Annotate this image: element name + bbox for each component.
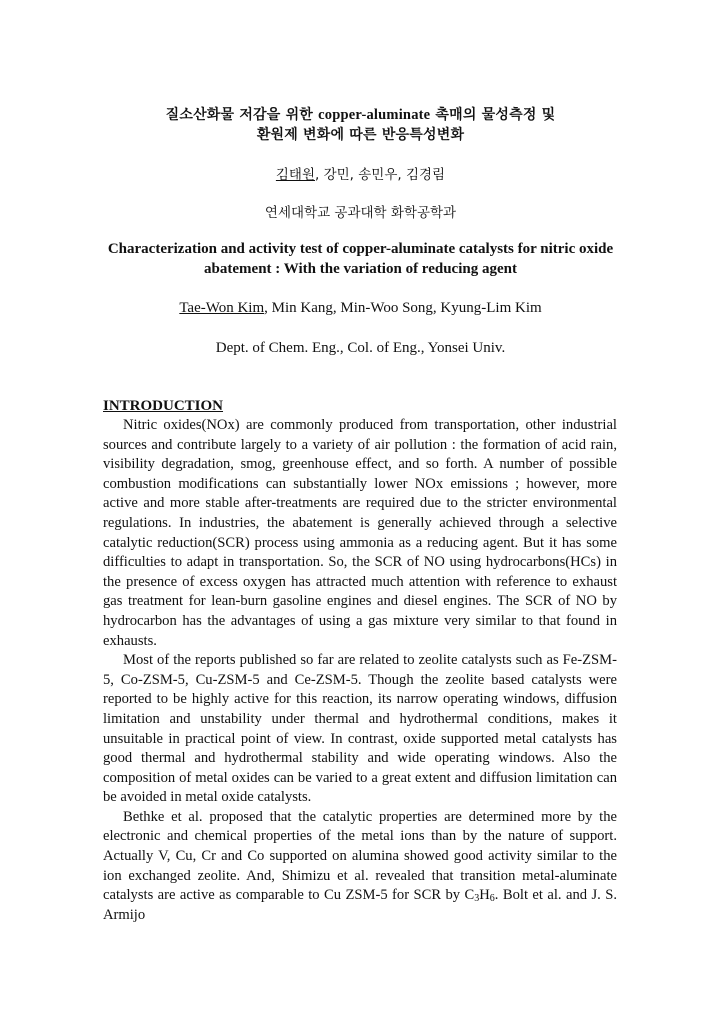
formula-subscript: 3: [474, 893, 480, 905]
paragraph-3: [103, 808, 617, 926]
introduction-heading: INTRODUCTION: [103, 398, 224, 414]
english-affiliation: Dept. of Chem. Eng., Col. of Eng., Yonsei Univ.: [215, 340, 506, 356]
formula-h: H: [479, 887, 490, 904]
korean-title-part: 촉매의 물성측정 및: [430, 107, 556, 123]
formula-c: C: [464, 887, 475, 904]
korean-presenting-author: 김태원: [275, 167, 316, 183]
paragraph-1: Nitric oxides(NOx) are commonly produced from transportation, other industrial sources and contribute largely to a variety of air pollution : the formation of acid rain, visibility degradation, smog, greenhouse effect, and so forth. A number of possible combustion modifications can substantially lower NOx emissions ; however, more active and more stable after-treatments are required due to the stricter environmental regulations. In industries, the abatement is generally achieved through a selective catalytic reduction(SCR) process using ammonia as a reducing agent. But it has some difficulties to adapt in transportation. So, the SCR of NO using hydrocarbons(HCs) in the presence of excess oxygen has attracted much attention with reference to exhaust gas treatment for lean-burn gasoline engines and diesel engines. The SCR of NO by hydrocarbon has the advantages of using a gas mixture very similar to that found in exhausts.: [103, 417, 617, 649]
korean-coauthors: , 강민, 송민우, 김경림: [315, 167, 446, 183]
paragraph-2: Most of the reports published so far are related to zeolite catalysts such as Fe-ZSM-5, Co-ZSM-5, Cu-ZSM-5 and Ce-ZSM-5. Though the zeolite based catalysts were reported to be highly active for this reaction, its narrow operating windows, diffusion limitation and unstability under thermal and hydrothermal conditions, makes it unsuitable in practical point of view. In contrast, oxide supported metal catalysts has good thermal and hydrothermal stability and wide operating windows. Also the composition of metal oxides can be varied to a great extent and diffusion limitation can be avoided in metal oxide catalysts.: [103, 652, 617, 806]
paragraph-3-text: Bethke et al. proposed that the catalytic properties are determined more by the electronic and chemical properties of the metal ions than by the nature of support. Actually V, Cu, Cr and Co supported on alumina showed good activity similar to the ion exchanged zeolite. And, Shimizu et al. revealed that transition metal-aluminate catalysts are active as comparable to Cu ZSM-5 for SCR by: [103, 808, 617, 904]
korean-title-latin-part: copper-aluminate: [318, 107, 431, 123]
korean-affiliation: 연세대학교 공과대학 화학공학과: [264, 205, 457, 221]
english-presenting-author: Tae-Won Kim: [179, 300, 265, 316]
english-title-line-2: abatement : With the variation of reducing agent: [204, 261, 517, 277]
korean-title-line-2: 환원제 변화에 따른 반응특성변화: [256, 127, 465, 143]
paragraph-3-text: . Bolt et al. and J. S. Armijo: [103, 887, 617, 923]
english-authors: [0, 300, 721, 317]
english-title-line-1: Characterization and activity test of copper-aluminate catalysts for nitric oxide: [107, 241, 614, 257]
korean-authors: [0, 163, 721, 183]
english-coauthors: , Min Kang, Min-Woo Song, Kyung-Lim Kim: [264, 300, 542, 316]
korean-title-line-1: [0, 104, 721, 124]
introduction-body: [103, 416, 617, 925]
formula-subscript: 6: [489, 893, 495, 905]
korean-title-part: 질소산화물 저감을 위한: [165, 107, 319, 123]
